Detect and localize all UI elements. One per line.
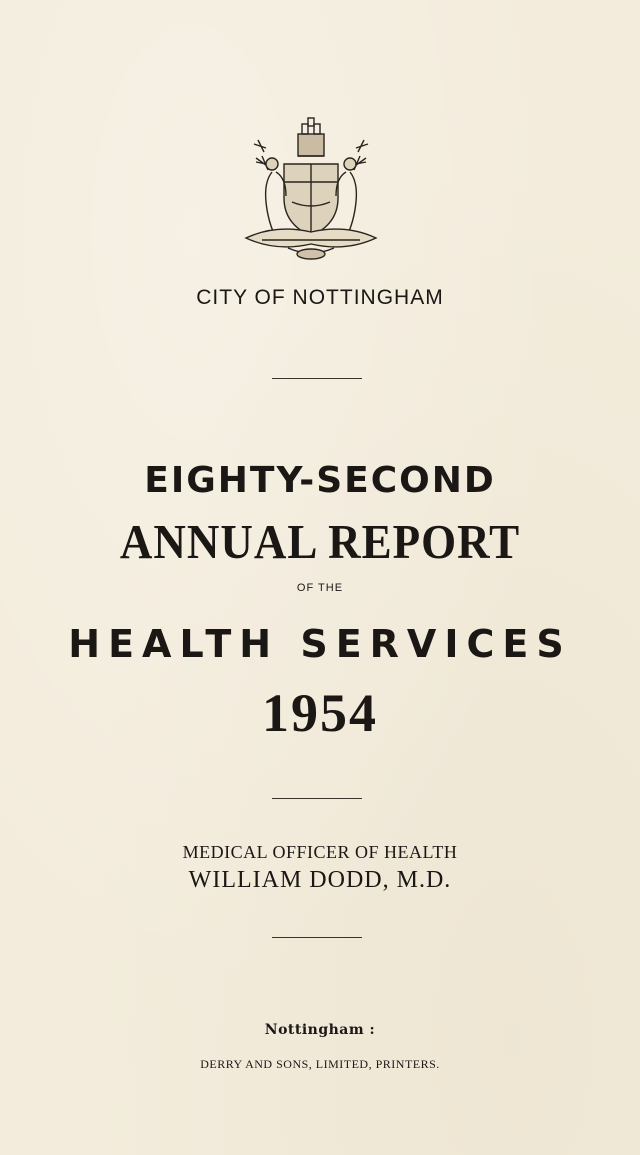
divider-rule	[272, 378, 362, 379]
printer-credit: DERRY AND SONS, LIMITED, PRINTERS.	[200, 1057, 440, 1071]
report-number-heading: EIGHTY-SECOND	[144, 460, 496, 501]
subject-heading: HEALTH SERVICES	[68, 622, 572, 666]
divider-rule	[272, 937, 362, 938]
officer-title: MEDICAL OFFICER OF HEALTH	[182, 842, 458, 862]
coat-of-arms-crest	[232, 112, 390, 262]
of-the-label: OF THE	[296, 582, 344, 594]
report-type-heading: ANNUAL REPORT	[119, 515, 521, 569]
city-title: CITY OF NOTTINGHAM	[196, 286, 444, 309]
report-year: 1954	[262, 683, 378, 743]
officer-name: WILLIAM DODD, M.D.	[188, 867, 452, 893]
divider-rule	[272, 798, 362, 799]
publication-place: Nottingham :	[264, 1022, 376, 1038]
